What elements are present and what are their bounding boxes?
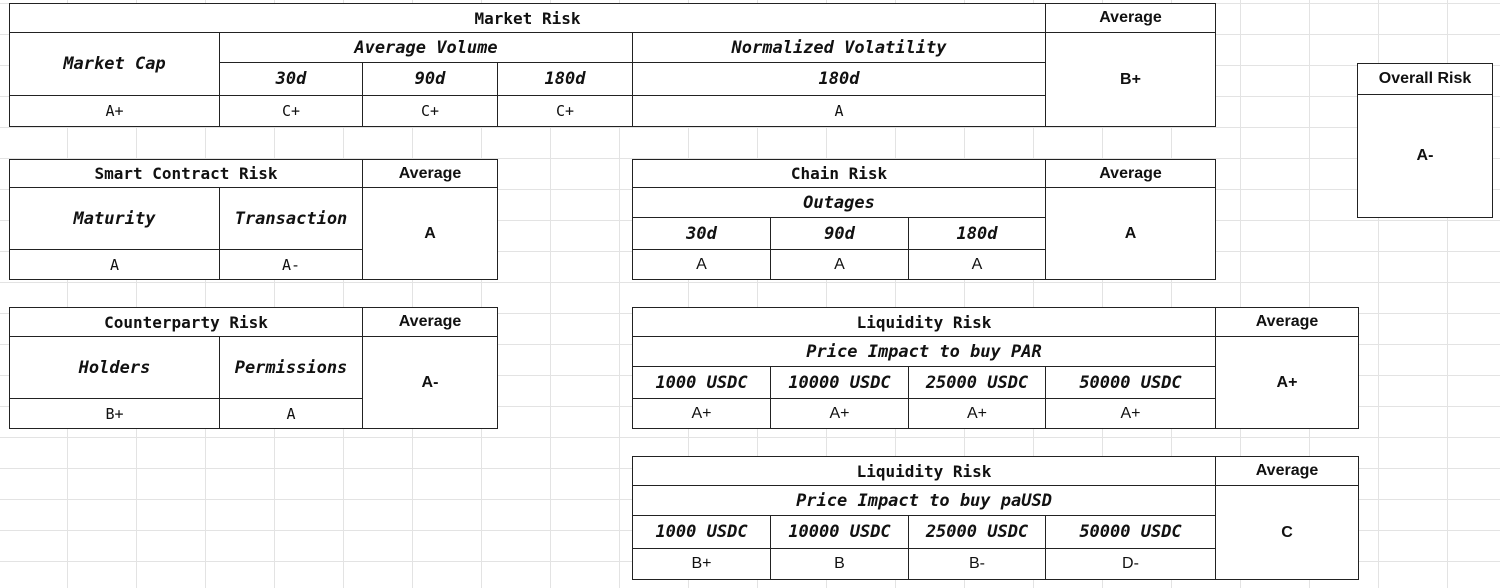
par-value-50000: A+ — [1045, 398, 1216, 429]
pausd-value-50000: D- — [1045, 548, 1216, 580]
chain-risk-average-value: A — [1045, 187, 1216, 280]
par-value-1000: A+ — [632, 398, 771, 429]
maturity-value: A — [9, 249, 220, 280]
chain-risk-average-label: Average — [1045, 159, 1216, 188]
pausd-value-25000: B- — [908, 548, 1046, 580]
outages-180d-header: 180d — [908, 217, 1046, 250]
outages-30d-value: A — [632, 249, 771, 280]
liquidity-par-subtitle: Price Impact to buy PAR — [632, 336, 1216, 367]
overall-risk-value: A- — [1357, 94, 1493, 218]
par-size-10000: 10000 USDC — [770, 366, 909, 399]
liquidity-par-average-label: Average — [1215, 307, 1359, 337]
outages-90d-header: 90d — [770, 217, 909, 250]
transaction-header: Transaction — [219, 187, 363, 250]
smart-contract-average-label: Average — [362, 159, 498, 188]
maturity-header: Maturity — [9, 187, 220, 250]
pausd-size-25000: 25000 USDC — [908, 515, 1046, 549]
pausd-value-10000: B — [770, 548, 909, 580]
smart-contract-average-value: A — [362, 187, 498, 280]
liquidity-pausd-average-label: Average — [1215, 456, 1359, 486]
transaction-value: A- — [219, 249, 363, 280]
liquidity-par-title: Liquidity Risk — [632, 307, 1216, 337]
par-value-25000: A+ — [908, 398, 1046, 429]
volatility-180d-value: A — [632, 95, 1046, 127]
volume-30d-value: C+ — [219, 95, 363, 127]
holders-header: Holders — [9, 336, 220, 399]
smart-contract-risk-title: Smart Contract Risk — [9, 159, 363, 188]
pausd-size-1000: 1000 USDC — [632, 515, 771, 549]
counterparty-average-label: Average — [362, 307, 498, 337]
par-size-50000: 50000 USDC — [1045, 366, 1216, 399]
par-size-25000: 25000 USDC — [908, 366, 1046, 399]
volume-180d-header: 180d — [497, 62, 633, 96]
permissions-value: A — [219, 398, 363, 429]
market-risk-average-value: B+ — [1045, 32, 1216, 127]
market-cap-value: A+ — [9, 95, 220, 127]
volatility-180d-header: 180d — [632, 62, 1046, 96]
pausd-size-10000: 10000 USDC — [770, 515, 909, 549]
average-volume-header: Average Volume — [219, 32, 633, 63]
par-size-1000: 1000 USDC — [632, 366, 771, 399]
market-risk-average-label: Average — [1045, 3, 1216, 33]
pausd-value-1000: B+ — [632, 548, 771, 580]
outages-180d-value: A — [908, 249, 1046, 280]
volume-180d-value: C+ — [497, 95, 633, 127]
volume-90d-value: C+ — [362, 95, 498, 127]
market-cap-header: Market Cap — [9, 32, 220, 96]
counterparty-average-value: A- — [362, 336, 498, 429]
liquidity-par-average-value: A+ — [1215, 336, 1359, 429]
chain-risk-title: Chain Risk — [632, 159, 1046, 188]
counterparty-risk-title: Counterparty Risk — [9, 307, 363, 337]
pausd-size-50000: 50000 USDC — [1045, 515, 1216, 549]
holders-value: B+ — [9, 398, 220, 429]
par-value-10000: A+ — [770, 398, 909, 429]
outages-90d-value: A — [770, 249, 909, 280]
liquidity-pausd-average-value: C — [1215, 485, 1359, 580]
volume-30d-header: 30d — [219, 62, 363, 96]
liquidity-pausd-title: Liquidity Risk — [632, 456, 1216, 486]
liquidity-pausd-subtitle: Price Impact to buy paUSD — [632, 485, 1216, 516]
permissions-header: Permissions — [219, 336, 363, 399]
volume-90d-header: 90d — [362, 62, 498, 96]
outages-30d-header: 30d — [632, 217, 771, 250]
overall-risk-label: Overall Risk — [1357, 63, 1493, 95]
outages-header: Outages — [632, 187, 1046, 218]
market-risk-title: Market Risk — [9, 3, 1046, 33]
normalized-volatility-header: Normalized Volatility — [632, 32, 1046, 63]
